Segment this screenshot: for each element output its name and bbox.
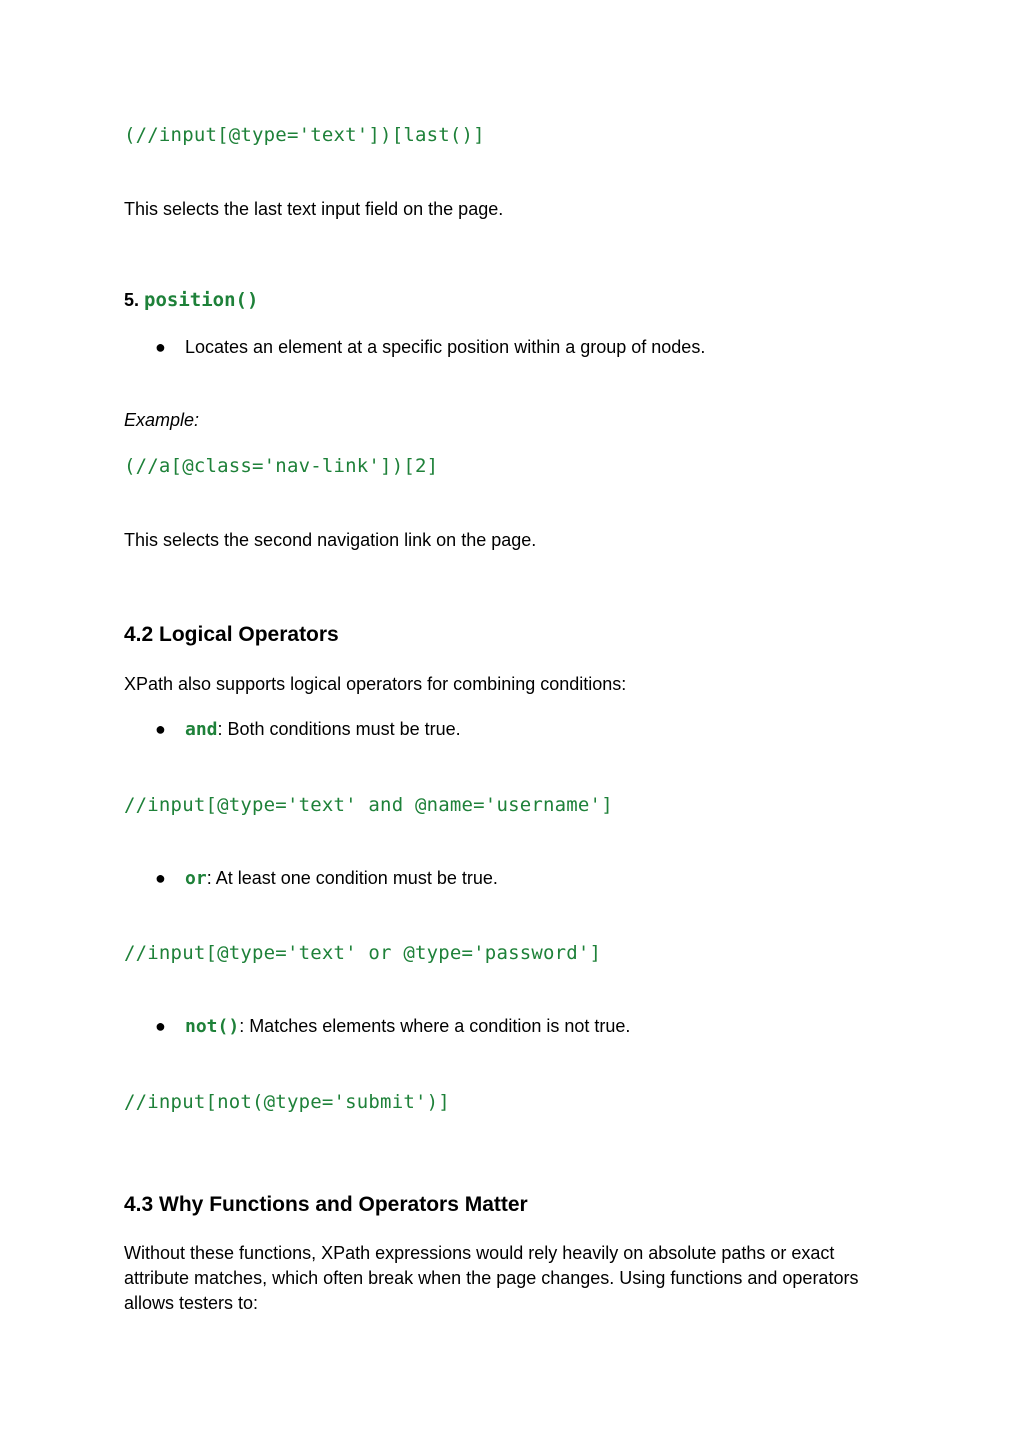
and-bullet — [155, 719, 461, 740]
and-keyword: and — [185, 719, 218, 740]
bullet-dot: ● — [155, 337, 166, 357]
position-bullet — [155, 337, 705, 358]
position-bullet-text: Locates an element at a specific position within a group of nodes. — [185, 337, 706, 357]
or-description: : At least one condition must be true. — [206, 868, 498, 888]
bullet-dot: ● — [155, 1016, 166, 1036]
code-position-example: (//a[@class='nav-link'])[2] — [124, 455, 439, 477]
not-description: : Matches elements where a condition is not true. — [239, 1016, 631, 1036]
position-heading-number: 5. — [124, 290, 140, 310]
or-bullet — [155, 868, 498, 889]
why-paragraph: Without these functions, XPath expressions would rely heavily on absolute paths or exact attribute matches, which often break when the page changes. Using functions and operators allows testers to: — [124, 1243, 859, 1313]
or-keyword: or — [185, 868, 207, 889]
bullet-dot: ● — [155, 868, 166, 888]
code-and-example: //input[@type='text' and @name='username'] — [124, 794, 613, 816]
example-label: Example: — [124, 410, 200, 430]
logical-intro: XPath also supports logical operators for combining conditions: — [124, 674, 627, 694]
bullet-dot: ● — [155, 719, 166, 739]
position-explanation: This selects the second navigation link on the page. — [124, 530, 537, 550]
heading-logical-operators: 4.2 Logical Operators — [124, 623, 339, 646]
code-not-example: //input[not(@type='submit')] — [124, 1091, 450, 1113]
code-last-example: (//input[@type='text'])[last()] — [124, 124, 485, 146]
heading-why-functions: 4.3 Why Functions and Operators Matter — [124, 1193, 528, 1216]
code-or-example: //input[@type='text' or @type='password'] — [124, 942, 602, 964]
last-explanation: This selects the last text input field on the page. — [124, 199, 504, 219]
and-description: : Both conditions must be true. — [217, 719, 461, 739]
position-heading-func: position() — [144, 289, 259, 311]
not-keyword: not() — [185, 1016, 240, 1037]
not-bullet — [155, 1016, 630, 1037]
position-heading — [124, 289, 258, 311]
